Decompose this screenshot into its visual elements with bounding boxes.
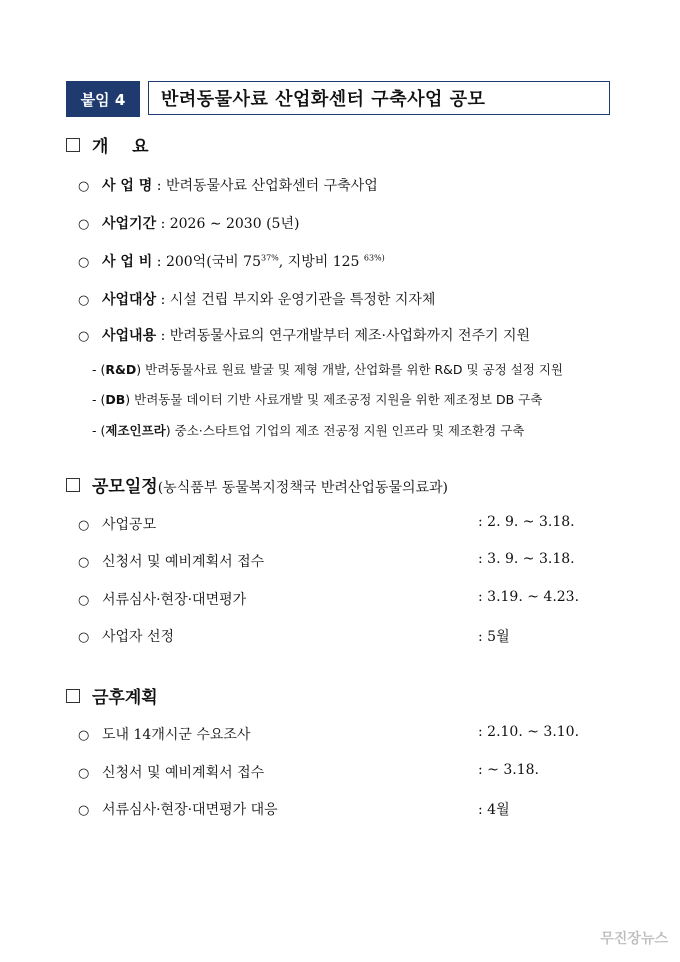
document-title: 반려동물사료 산업화센터 구축사업 공모 — [148, 81, 610, 115]
sub-item — [92, 360, 563, 378]
schedule-date: : 3. 9. ~ 3.18. — [478, 551, 575, 567]
plan-date: : 4월 — [478, 802, 510, 818]
item-separator: : — [156, 178, 162, 194]
item-value: 200억(국비 75 — [165, 254, 261, 270]
circle-bullet-icon: ○ — [78, 766, 90, 781]
schedule-text: 서류심사·현장·대면평가 — [102, 592, 247, 608]
schedule-date: : 3.19. ~ 4.23. — [478, 589, 580, 605]
item-separator: : — [160, 216, 166, 232]
sub-prefix: - ( — [92, 362, 106, 377]
circle-bullet-icon: ○ — [78, 593, 90, 608]
sub-item — [92, 390, 542, 408]
schedule-text: 사업공모 — [102, 517, 157, 533]
circle-bullet-icon: ○ — [78, 803, 90, 818]
schedule-item — [78, 514, 156, 534]
overview-item — [78, 213, 299, 233]
circle-bullet-icon: ○ — [78, 518, 90, 533]
item-separator: : — [160, 328, 166, 344]
attachment-badge: 붙임 4 — [66, 81, 140, 117]
item-value: 반려동물사료의 연구개발부터 제조·사업화까지 전주기 지원 — [169, 328, 531, 344]
item-label: 사 업 명 — [102, 178, 153, 194]
section-overview-heading — [66, 132, 149, 157]
schedule-item — [78, 626, 174, 646]
plan-text: 도내 14개시군 수요조사 — [102, 727, 251, 743]
sub-text: 중소·스타트업 기업의 제조 전공정 지원 인프라 및 제조환경 구축 — [174, 423, 525, 438]
overview-item — [78, 289, 435, 309]
circle-bullet-icon: ○ — [78, 217, 90, 232]
section-schedule-heading — [66, 472, 448, 497]
overview-heading-text: 개 요 — [92, 137, 149, 157]
sub-prefix: - ( — [92, 392, 106, 407]
circle-bullet-icon: ○ — [78, 630, 90, 645]
sub-suffix: ) — [165, 423, 171, 438]
sub-suffix: ) — [125, 392, 131, 407]
overview-item — [78, 175, 378, 195]
plan-date: : 2.10. ~ 3.10. — [478, 724, 580, 740]
schedule-text: 사업자 선정 — [102, 629, 175, 645]
item-label: 사업대상 — [102, 292, 157, 308]
sub-item — [92, 421, 524, 439]
schedule-heading-text: 공모일정 — [92, 477, 158, 497]
item-sup: 63%) — [363, 253, 385, 263]
checkbox-square-icon — [66, 138, 80, 152]
sub-text: 반려동물사료 원료 발굴 및 제형 개발, 산업화를 위한 R&D 및 공정 설정 지원 — [145, 362, 563, 377]
schedule-item — [78, 551, 264, 571]
item-separator: : — [160, 292, 166, 308]
schedule-date: : 5월 — [478, 629, 510, 645]
sub-suffix: ) — [136, 362, 142, 377]
item-value: 2026 ∼ 2030 (5년) — [169, 216, 300, 232]
checkbox-square-icon — [66, 478, 80, 492]
sub-tag: R&D — [105, 362, 137, 377]
overview-item — [78, 325, 530, 345]
sub-text: 반려동물 데이터 기반 사료개발 및 제조공정 지원을 위한 제조정보 DB 구축 — [134, 392, 543, 407]
schedule-date: : 2. 9. ~ 3.18. — [478, 514, 575, 530]
circle-bullet-icon: ○ — [78, 555, 90, 570]
circle-bullet-icon: ○ — [78, 255, 90, 270]
checkbox-square-icon — [66, 689, 80, 703]
sub-tag: DB — [105, 392, 126, 407]
plan-item — [78, 724, 250, 744]
item-value: 시설 건립 부지와 운영기관을 특정한 지자체 — [169, 292, 436, 308]
plan-text: 신청서 및 예비계획서 접수 — [102, 765, 265, 781]
overview-item — [78, 251, 385, 271]
circle-bullet-icon: ○ — [78, 728, 90, 743]
plan-item — [78, 762, 264, 782]
item-sup: 37% — [260, 253, 279, 263]
item-separator: : — [156, 254, 162, 270]
section-plan-heading — [66, 683, 158, 708]
plan-heading-text: 금후계획 — [92, 688, 158, 708]
item-label: 사업내용 — [102, 328, 157, 344]
circle-bullet-icon: ○ — [78, 329, 90, 344]
sub-tag: 제조인프라 — [105, 423, 166, 438]
plan-text: 서류심사·현장·대면평가 대응 — [102, 802, 278, 818]
circle-bullet-icon: ○ — [78, 293, 90, 308]
item-value: 반려동물사료 산업화센터 구축사업 — [165, 178, 378, 194]
schedule-text: 신청서 및 예비계획서 접수 — [102, 554, 265, 570]
circle-bullet-icon: ○ — [78, 179, 90, 194]
plan-item — [78, 799, 278, 819]
watermark-logo: 무진장뉴스 — [600, 931, 668, 947]
schedule-note: (농식품부 동물복지정책국 반려산업동물의료과) — [157, 480, 449, 496]
item-value-2: , 지방비 125 — [278, 254, 360, 270]
item-label: 사업기간 — [102, 216, 157, 232]
schedule-item — [78, 589, 246, 609]
item-label: 사 업 비 — [102, 254, 153, 270]
sub-prefix: - ( — [92, 423, 106, 438]
plan-date: : ~ 3.18. — [478, 762, 539, 778]
